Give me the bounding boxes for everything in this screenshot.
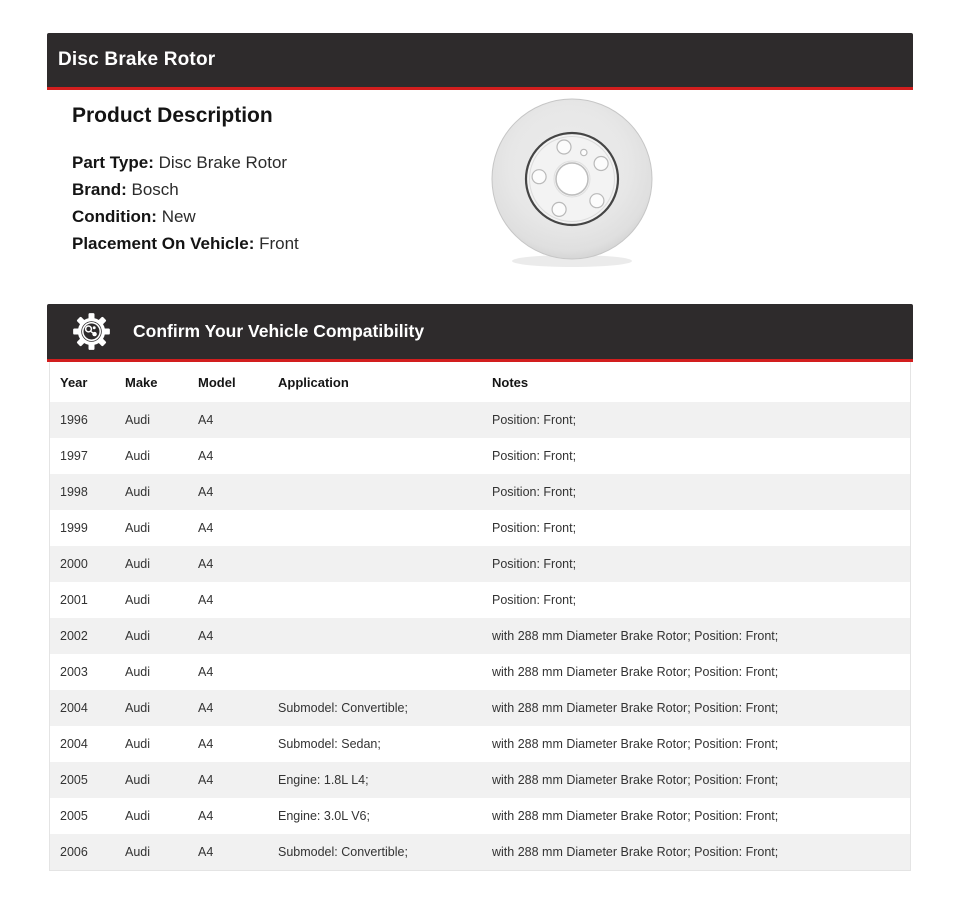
cell-model: A4 <box>198 629 214 643</box>
table-row <box>50 438 910 474</box>
cell-model: A4 <box>198 449 214 463</box>
cell-application: Submodel: Sedan; <box>278 737 381 751</box>
cell-year: 1998 <box>60 485 88 499</box>
product-description-heading: Product Description <box>72 104 273 127</box>
cell-year: 2000 <box>60 557 88 571</box>
cell-application <box>268 582 482 618</box>
cell-notes: with 288 mm Diameter Brake Rotor; Position: Front; <box>492 773 779 787</box>
product-description-section <box>47 90 913 304</box>
cell-year: 2001 <box>60 593 88 607</box>
table-row <box>50 546 910 582</box>
spec-value: Front <box>259 234 299 253</box>
cell-application: Engine: 1.8L L4; <box>278 773 369 787</box>
cell-notes: with 288 mm Diameter Brake Rotor; Position: Front; <box>492 845 779 859</box>
cell-make: Audi <box>125 593 151 607</box>
cell-model: A4 <box>198 485 214 499</box>
compatibility-table-wrapper <box>49 362 911 871</box>
cell-notes: with 288 mm Diameter Brake Rotor; Position: Front; <box>492 665 779 679</box>
cell-application: Engine: 3.0L V6; <box>278 809 370 823</box>
cell-notes: Position: Front; <box>492 485 577 499</box>
table-row <box>50 654 910 690</box>
cell-model: A4 <box>198 845 214 859</box>
compatibility-title: Confirm Your Vehicle Compatibility <box>133 321 425 341</box>
cell-year: 1999 <box>60 521 88 535</box>
column-header-year: Year <box>50 362 115 402</box>
cell-year: 2006 <box>60 845 88 859</box>
cell-year: 2003 <box>60 665 88 679</box>
cell-notes: Position: Front; <box>492 593 577 607</box>
spec-label: Placement On Vehicle: <box>72 234 255 253</box>
cell-make: Audi <box>125 557 151 571</box>
cell-model: A4 <box>198 773 214 787</box>
cell-model: A4 <box>198 701 214 715</box>
cell-make: Audi <box>125 449 151 463</box>
cell-notes: Position: Front; <box>492 557 577 571</box>
cell-year: 2002 <box>60 629 88 643</box>
cell-make: Audi <box>125 773 151 787</box>
cell-make: Audi <box>125 629 151 643</box>
cell-application: Submodel: Convertible; <box>278 845 408 859</box>
table-row <box>50 726 910 762</box>
cell-make: Audi <box>125 665 151 679</box>
table-row <box>50 834 910 870</box>
spec-value: Disc Brake Rotor <box>158 153 288 172</box>
table-row <box>50 582 910 618</box>
table-row <box>50 474 910 510</box>
cell-application <box>268 618 482 654</box>
cell-model: A4 <box>198 557 214 571</box>
cell-make: Audi <box>125 701 151 715</box>
cell-make: Audi <box>125 845 151 859</box>
table-row <box>50 762 910 798</box>
cell-application: Submodel: Convertible; <box>278 701 408 715</box>
cell-make: Audi <box>125 521 151 535</box>
cell-application <box>268 546 482 582</box>
cell-year: 1996 <box>60 413 88 427</box>
cell-make: Audi <box>125 485 151 499</box>
cell-year: 2004 <box>60 737 88 751</box>
product-title-bar <box>47 33 913 90</box>
cell-model: A4 <box>198 593 214 607</box>
spec-label: Brand: <box>72 180 127 199</box>
column-header-application: Application <box>268 362 482 402</box>
table-row <box>50 402 910 438</box>
cell-application <box>268 510 482 546</box>
cell-year: 2005 <box>60 773 88 787</box>
cell-year: 1997 <box>60 449 88 463</box>
cell-application <box>268 438 482 474</box>
compatibility-table <box>50 362 910 870</box>
table-row <box>50 690 910 726</box>
product-title: Disc Brake Rotor <box>58 49 216 70</box>
table-row <box>50 798 910 834</box>
spec-label: Condition: <box>72 207 157 226</box>
cell-make: Audi <box>125 413 151 427</box>
column-header-notes: Notes <box>482 362 910 402</box>
cell-make: Audi <box>125 809 151 823</box>
cell-year: 2004 <box>60 701 88 715</box>
cell-model: A4 <box>198 737 214 751</box>
cell-notes: with 288 mm Diameter Brake Rotor; Position: Front; <box>492 629 779 643</box>
cell-model: A4 <box>198 665 214 679</box>
spec-label: Part Type: <box>72 153 154 172</box>
cell-application <box>268 402 482 438</box>
cell-model: A4 <box>198 521 214 535</box>
gear-auto-parts-icon <box>71 311 112 352</box>
table-header-row <box>50 362 910 402</box>
cell-make: Audi <box>125 737 151 751</box>
cell-notes: Position: Front; <box>492 449 577 463</box>
compatibility-title-bar <box>47 304 913 362</box>
cell-notes: with 288 mm Diameter Brake Rotor; Position: Front; <box>492 701 779 715</box>
table-row <box>50 510 910 546</box>
product-image-rotor <box>477 93 667 271</box>
cell-notes: with 288 mm Diameter Brake Rotor; Position: Front; <box>492 809 779 823</box>
column-header-model: Model <box>188 362 268 402</box>
cell-notes: Position: Front; <box>492 413 577 427</box>
cell-model: A4 <box>198 809 214 823</box>
cell-notes: with 288 mm Diameter Brake Rotor; Position: Front; <box>492 737 779 751</box>
cell-application <box>268 654 482 690</box>
cell-notes: Position: Front; <box>492 521 577 535</box>
table-body <box>50 402 910 870</box>
cell-year: 2005 <box>60 809 88 823</box>
table-row <box>50 618 910 654</box>
cell-model: A4 <box>198 413 214 427</box>
cell-application <box>268 474 482 510</box>
spec-value: Bosch <box>131 180 179 199</box>
column-header-make: Make <box>115 362 188 402</box>
spec-value: New <box>161 207 196 226</box>
